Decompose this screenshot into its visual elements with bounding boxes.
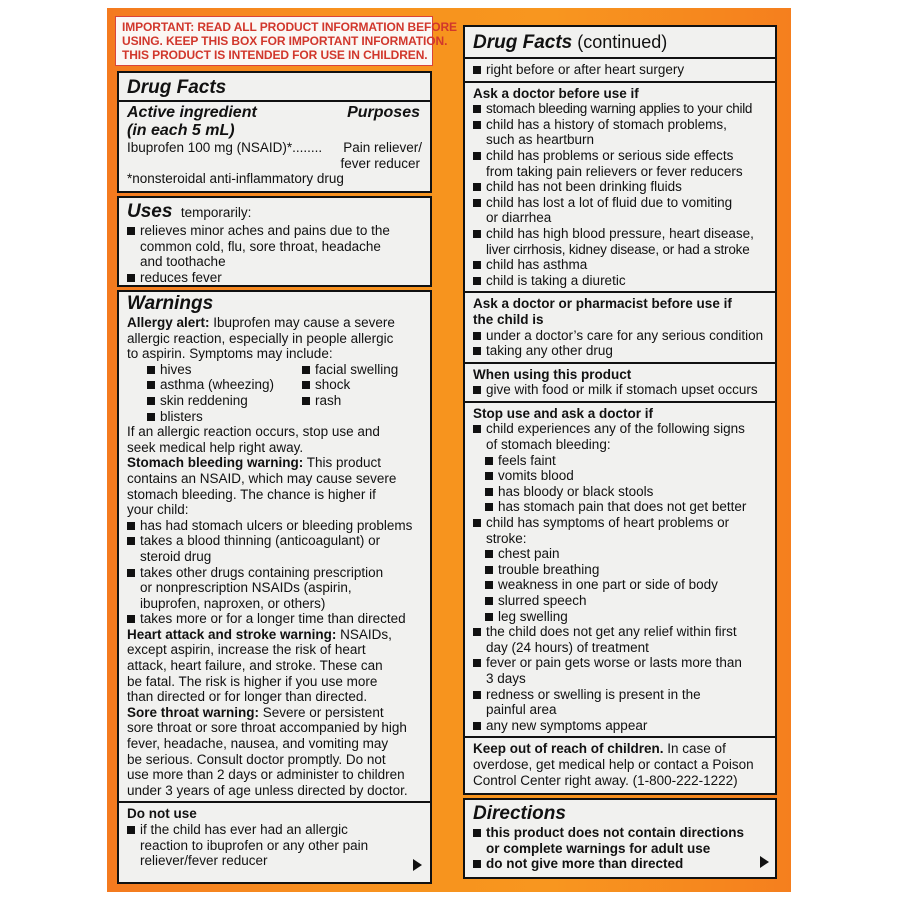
bullet-icon: [127, 533, 140, 564]
uses-heading: Uses: [127, 201, 173, 222]
bullet-icon: [473, 179, 486, 195]
list-item-text: day (24 hours) of treatment: [486, 639, 649, 655]
bullet-icon: [485, 499, 498, 515]
uses-temporarily: temporarily:: [180, 205, 252, 220]
list-item-text: or complete warnings for adult use: [486, 840, 711, 856]
directions-panel: [463, 798, 777, 879]
list-item: [473, 609, 767, 625]
uses-panel: [117, 196, 432, 287]
list-item-text: ibuprofen, naproxen, or others): [140, 595, 326, 611]
bullet-icon: [473, 226, 486, 257]
heart-text: attack, heart failure, and stroke. These can: [127, 658, 383, 674]
list-item: [473, 226, 767, 257]
list-item-text: give with food or milk if stomach upset occurs: [486, 382, 758, 398]
list-item: [473, 499, 767, 515]
warnings-panel: [117, 290, 432, 884]
stomach-text: your child:: [127, 502, 189, 518]
list-item-text: reduces fever: [140, 269, 222, 285]
list-item-text: if the child has ever had an allergic: [140, 822, 348, 837]
list-item-text: relieves minor aches and pains due to the: [140, 223, 390, 238]
continued-label: (continued): [572, 32, 668, 52]
throat-text: sore throat or sore throat accompanied by high: [127, 720, 407, 736]
list-item: [473, 179, 767, 195]
symptom: rash: [315, 392, 342, 408]
drug-facts-title: Drug Facts: [127, 77, 227, 98]
list-item-text: trouble breathing: [498, 561, 600, 577]
keep-out-label: Keep out of reach of children.: [473, 741, 664, 757]
do-not-use-heading: Do not use: [127, 806, 197, 822]
heart-text: except aspirin, increase the risk of heart: [127, 642, 366, 658]
drug-facts-continued-title: Drug Facts: [473, 32, 573, 53]
symptom: facial swelling: [315, 361, 399, 377]
bullet-icon: [302, 377, 315, 393]
bullet-icon: [147, 362, 160, 378]
list-item-text: under a doctor’s care for any serious condition: [486, 327, 764, 343]
list-item: [473, 856, 767, 872]
continue-arrow-icon: [413, 859, 422, 871]
bullet-icon: [302, 393, 315, 409]
divider: [465, 362, 775, 364]
list-item: [473, 484, 767, 500]
list-item-text: liver cirrhosis, kidney disease, or had a stroke: [486, 241, 750, 257]
list-item-text: has stomach pain that does not get better: [498, 499, 747, 515]
ingredient-text: Ibuprofen 100 mg (NSAID)*........: [127, 140, 323, 155]
list-item-text: slurred speech: [498, 593, 587, 608]
directions-heading: Directions: [473, 803, 566, 824]
list-item: [127, 223, 424, 270]
list-item: [473, 343, 767, 359]
list-item-text: or diarrhea: [486, 210, 552, 226]
list-item: [473, 101, 767, 117]
list-item-text: painful area: [486, 702, 557, 718]
bullet-icon: [473, 624, 486, 655]
list-item-text: reaction to ibuprofen or any other pain: [140, 837, 369, 853]
list-item-text: child has not been drinking fluids: [486, 179, 682, 195]
stomach-text: stomach bleeding. The chance is higher if: [127, 486, 376, 502]
divider: [119, 801, 430, 803]
bullet-icon: [473, 257, 486, 273]
list-item-text: takes a blood thinning (anticoagulant) or: [140, 533, 381, 549]
purpose-text: fever reducer: [340, 155, 420, 171]
list-item-text: taking any other drug: [486, 343, 613, 359]
list-item: [473, 468, 767, 484]
drug-facts-continued-panel: [463, 25, 777, 795]
drug-facts-panel: [117, 71, 432, 193]
list-item: [473, 546, 767, 562]
throat-text: under 3 years of age unless directed by doctor.: [127, 782, 408, 798]
list-item-text: do not give more than directed: [486, 856, 684, 872]
bullet-icon: [485, 593, 498, 609]
bullet-icon: [127, 611, 140, 627]
bullet-icon: [473, 343, 486, 359]
allergy-text: allergic reaction, especially in people allergic: [127, 330, 394, 346]
keep-out-text: overdose, get medical help or contact a Poison: [473, 756, 754, 772]
bullet-icon: [473, 62, 486, 78]
bullet-icon: [485, 468, 498, 484]
list-item: [473, 117, 767, 148]
list-item: [473, 655, 767, 686]
list-item-text: common cold, flu, sore throat, headache: [140, 238, 381, 254]
bullet-icon: [147, 377, 160, 393]
list-item: [473, 453, 767, 469]
purposes-heading: Purposes: [347, 104, 420, 121]
bullet-icon: [473, 856, 486, 872]
list-item-text: child has lost a lot of fluid due to vomiting: [486, 194, 733, 210]
bullet-icon: [473, 273, 486, 289]
list-item-text: right before or after heart surgery: [486, 62, 685, 77]
list-item-text: fever or pain gets worse or lasts more than: [486, 655, 742, 671]
bullet-icon: [473, 382, 486, 398]
list-item: [473, 515, 767, 546]
divider: [465, 291, 775, 293]
list-item-text: stroke:: [486, 530, 527, 546]
allergy-text: Ibuprofen may cause a severe: [209, 315, 395, 330]
list-item: [127, 518, 424, 534]
ask-doctor-heading: Ask a doctor before use if: [473, 85, 639, 101]
stop-use-heading: Stop use and ask a doctor if: [473, 405, 654, 421]
allergy-after-text: seek medical help right away.: [127, 439, 304, 455]
ask-pharmacist-heading: the child is: [473, 311, 544, 327]
list-item-text: the child does not get any relief within first: [486, 624, 737, 640]
important-line: USING. KEEP THIS BOX FOR IMPORTANT INFORMATION.: [122, 34, 448, 48]
list-item-text: takes more or for a longer time than directed: [140, 611, 406, 627]
bullet-icon: [473, 515, 486, 546]
list-item-text: reliever/fever reducer: [140, 853, 268, 869]
list-item-text: chest pain: [498, 546, 560, 562]
list-item-text: or nonprescription NSAIDs (aspirin,: [140, 580, 352, 596]
list-item: [473, 624, 767, 655]
keep-out-text: In case of: [663, 741, 726, 757]
list-item: [473, 148, 767, 179]
allergy-alert-label: Allergy alert:: [127, 315, 210, 330]
keep-out-text: Control Center right away. (1-800-222-1222): [473, 772, 738, 788]
throat-text: use more than 2 days or administer to children: [127, 767, 405, 783]
when-using-heading: When using this product: [473, 366, 632, 382]
list-item: [473, 382, 767, 398]
continue-arrow-icon: [760, 856, 769, 868]
heart-text: be fatal. The risk is higher if you use more: [127, 673, 378, 689]
list-item-text: child has high blood pressure, heart disease,: [486, 225, 754, 241]
bullet-icon: [485, 484, 498, 500]
list-item-text: vomits blood: [498, 468, 574, 484]
bullet-icon: [473, 101, 486, 117]
list-item: [127, 270, 424, 286]
bullet-icon: [485, 453, 498, 469]
heart-text: than directed or for longer than directed.: [127, 689, 368, 705]
list-item: [473, 62, 767, 78]
list-item-text: child has symptoms of heart problems or: [486, 515, 730, 531]
bullet-icon: [127, 518, 140, 534]
list-item-text: child has a history of stomach problems,: [486, 116, 727, 132]
bullet-icon: [302, 362, 315, 378]
bullet-icon: [473, 687, 486, 718]
bullet-icon: [473, 195, 486, 226]
list-item-text: child has problems or serious side effects: [486, 147, 734, 163]
throat-text: be serious. Consult doctor promptly. Do not: [127, 751, 386, 767]
list-item-text: child experiences any of the following signs: [486, 421, 745, 437]
symptom: hives: [160, 361, 192, 377]
list-item-text: of stomach bleeding:: [486, 437, 611, 453]
stomach-text: contains an NSAID, which may cause severe: [127, 470, 397, 486]
bullet-icon: [485, 577, 498, 593]
important-notice: [115, 16, 457, 66]
list-item: [127, 611, 424, 627]
list-item: [127, 533, 424, 564]
bullet-icon: [127, 270, 140, 286]
bullet-icon: [473, 328, 486, 344]
symptom-list: [127, 362, 424, 424]
list-item-text: child has asthma: [486, 257, 588, 273]
list-item-text: redness or swelling is present in the: [486, 686, 701, 702]
list-item-text: from taking pain relievers or fever reducers: [486, 163, 743, 179]
important-line: IMPORTANT: READ ALL PRODUCT INFORMATION BEFORE: [122, 20, 457, 34]
bullet-icon: [127, 223, 140, 270]
list-item: [473, 421, 767, 452]
divider: [465, 57, 775, 59]
warnings-heading: Warnings: [127, 293, 214, 314]
list-item-text: such as heartburn: [486, 132, 595, 148]
symptom: asthma (wheezing): [160, 377, 275, 393]
bullet-icon: [127, 565, 140, 612]
list-item-text: feels faint: [498, 452, 556, 468]
list-item: [127, 565, 424, 612]
list-item-text: takes other drugs containing prescription: [140, 564, 384, 580]
list-item: [473, 577, 767, 593]
bullet-icon: [473, 421, 486, 452]
list-item-text: has had stomach ulcers or bleeding problems: [140, 517, 413, 533]
bullet-icon: [473, 825, 486, 856]
bullet-icon: [473, 117, 486, 148]
sore-throat-warning-label: Sore throat warning:: [127, 704, 260, 720]
list-item: [473, 825, 767, 856]
heart-text: NSAIDs,: [336, 626, 392, 642]
bullet-icon: [127, 822, 140, 869]
list-item: [473, 195, 767, 226]
allergy-after-text: If an allergic reaction occurs, stop use and: [127, 424, 380, 440]
active-ingredient-heading: Active ingredient: [127, 104, 257, 121]
bullet-icon: [147, 409, 160, 425]
list-item: [127, 822, 424, 869]
list-item: [473, 328, 767, 344]
list-item-text: weakness in one part or side of body: [498, 577, 718, 593]
active-ingredient-subheading: (in each 5 mL): [127, 122, 235, 139]
symptom: shock: [315, 377, 351, 393]
divider: [465, 81, 775, 83]
list-item-text: stomach bleeding warning applies to your child: [486, 101, 753, 117]
stomach-warning-label: Stomach bleeding warning:: [127, 455, 304, 471]
list-item-text: child is taking a diuretic: [486, 272, 626, 288]
throat-text: Severe or persistent: [259, 704, 384, 720]
bullet-icon: [473, 718, 486, 734]
list-item: [473, 687, 767, 718]
bullet-icon: [485, 562, 498, 578]
list-item-text: steroid drug: [140, 548, 212, 564]
allergy-text: to aspirin. Symptoms may include:: [127, 346, 333, 362]
bullet-icon: [473, 655, 486, 686]
heart-warning-label: Heart attack and stroke warning:: [127, 626, 337, 642]
list-item-text: any new symptoms appear: [486, 717, 648, 733]
important-line: THIS PRODUCT IS INTENDED FOR USE IN CHILDREN.: [122, 48, 428, 62]
divider: [465, 736, 775, 738]
list-item-text: this product does not contain directions: [486, 825, 745, 840]
list-item: [473, 562, 767, 578]
list-item: [473, 718, 767, 734]
ask-pharmacist-heading: Ask a doctor or pharmacist before use if: [473, 296, 732, 312]
footnote: *nonsteroidal anti-inflammatory drug: [127, 171, 344, 187]
list-item-text: and toothache: [140, 254, 226, 270]
list-item: [473, 593, 767, 609]
bullet-icon: [485, 609, 498, 625]
symptom: skin reddening: [160, 392, 248, 408]
divider: [119, 100, 430, 102]
stomach-text: This product: [303, 455, 382, 471]
throat-text: fever, headache, nausea, and vomiting may: [127, 736, 389, 752]
list-item: [473, 273, 767, 289]
divider: [465, 401, 775, 403]
bullet-icon: [147, 393, 160, 409]
bullet-icon: [473, 148, 486, 179]
list-item-text: has bloody or black stools: [498, 483, 654, 499]
purpose-text: Pain reliever/: [343, 140, 422, 155]
bullet-icon: [485, 546, 498, 562]
list-item-text: leg swelling: [498, 608, 568, 624]
list-item-text: 3 days: [486, 670, 526, 686]
symptom: blisters: [160, 408, 203, 424]
list-item: [473, 257, 767, 273]
